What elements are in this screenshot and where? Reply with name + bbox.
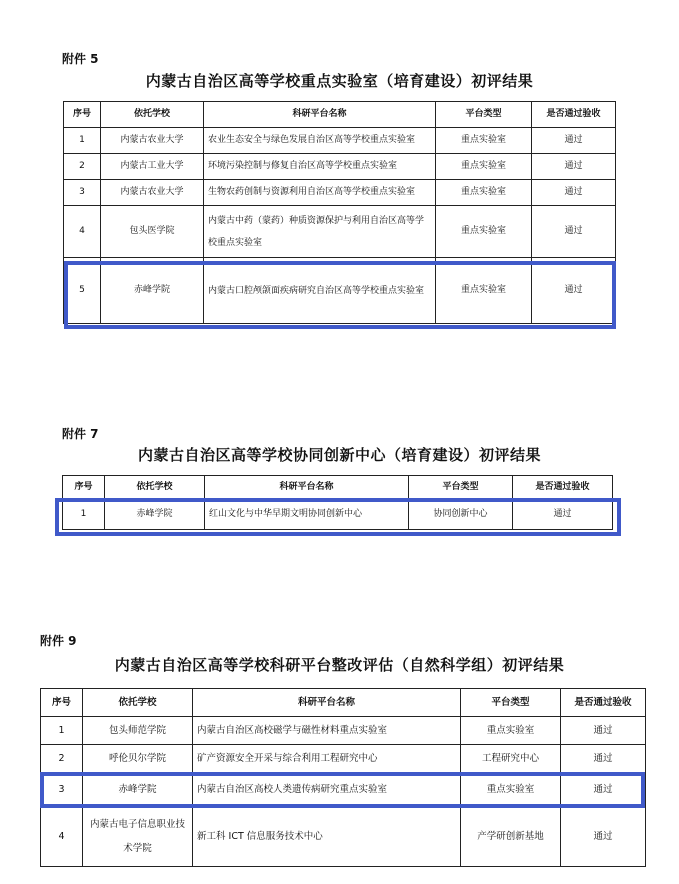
- header-index: 序号: [64, 102, 101, 128]
- section-title: 内蒙古自治区高等学校重点实验室（培育建设）初评结果: [145, 72, 534, 90]
- results-table: [62, 475, 613, 530]
- cell-platform-name: 内蒙古中药（蒙药）种质资源保护与利用自治区高等学校重点实验室: [204, 206, 436, 258]
- cell-school: 赤峰学院: [83, 773, 193, 807]
- cell-index: 3: [41, 773, 83, 807]
- cell-passed: 通过: [561, 745, 646, 773]
- cell-index: 1: [41, 717, 83, 745]
- cell-platform-name: 环境污染控制与修复自治区高等学校重点实验室: [204, 154, 436, 180]
- cell-platform-type: 产学研创新基地: [461, 807, 561, 867]
- header-passed: 是否通过验收: [532, 102, 616, 128]
- cell-passed: 通过: [561, 717, 646, 745]
- cell-index: 1: [64, 128, 101, 154]
- cell-platform-name: 生物农药创制与资源利用自治区高等学校重点实验室: [204, 180, 436, 206]
- table-row: [41, 807, 646, 867]
- cell-index: 4: [64, 206, 101, 258]
- table-row: [64, 128, 616, 154]
- cell-school: 呼伦贝尔学院: [83, 745, 193, 773]
- header-passed: 是否通过验收: [561, 689, 646, 717]
- table-row: [64, 154, 616, 180]
- header-index: 序号: [41, 689, 83, 717]
- cell-passed: 通过: [561, 807, 646, 867]
- cell-school: 内蒙古工业大学: [101, 154, 204, 180]
- attachment-label: 附件 5: [62, 52, 99, 66]
- section-title: 内蒙古自治区高等学校协同创新中心（培育建设）初评结果: [137, 446, 541, 464]
- cell-platform-type: 重点实验室: [436, 180, 532, 206]
- cell-platform-type: 重点实验室: [436, 258, 532, 324]
- cell-platform-name: 新工科 ICT 信息服务技术中心: [193, 807, 461, 867]
- header-platform-name: 科研平台名称: [204, 102, 436, 128]
- header-passed: 是否通过验收: [513, 476, 613, 500]
- cell-index: 5: [64, 258, 101, 324]
- cell-school: 内蒙古电子信息职业技术学院: [83, 807, 193, 867]
- cell-passed: 通过: [561, 773, 646, 807]
- cell-index: 1: [63, 500, 105, 530]
- cell-index: 2: [64, 154, 101, 180]
- table-row: [64, 258, 616, 324]
- header-platform-type: 平台类型: [461, 689, 561, 717]
- cell-school: 包头医学院: [101, 206, 204, 258]
- cell-school: 赤峰学院: [101, 258, 204, 324]
- cell-platform-name: 内蒙古自治区高校磁学与磁性材料重点实验室: [193, 717, 461, 745]
- cell-platform-name: 农业生态安全与绿色发展自治区高等学校重点实验室: [204, 128, 436, 154]
- cell-school: 赤峰学院: [105, 500, 205, 530]
- table-header-row: [64, 102, 616, 128]
- cell-platform-type: 重点实验室: [436, 128, 532, 154]
- cell-platform-name: 红山文化与中华早期文明协同创新中心: [205, 500, 409, 530]
- results-table: [63, 101, 616, 324]
- cell-passed: 通过: [532, 258, 616, 324]
- cell-platform-name: 内蒙古口腔颅颌面疾病研究自治区高等学校重点实验室: [204, 258, 436, 324]
- section-title: 内蒙古自治区高等学校科研平台整改评估（自然科学组）初评结果: [114, 656, 565, 674]
- table-header-row: [63, 476, 613, 500]
- cell-passed: 通过: [532, 154, 616, 180]
- cell-platform-name: 内蒙古自治区高校人类遗传病研究重点实验室: [193, 773, 461, 807]
- table-row: [64, 206, 616, 258]
- cell-school: 包头师范学院: [83, 717, 193, 745]
- cell-platform-type: 协同创新中心: [409, 500, 513, 530]
- attachment-label: 附件 9: [40, 634, 77, 648]
- cell-platform-type: 重点实验室: [436, 206, 532, 258]
- cell-passed: 通过: [532, 206, 616, 258]
- cell-passed: 通过: [532, 128, 616, 154]
- header-school: 依托学校: [101, 102, 204, 128]
- cell-index: 4: [41, 807, 83, 867]
- cell-passed: 通过: [532, 180, 616, 206]
- cell-platform-type: 工程研究中心: [461, 745, 561, 773]
- table-row: [41, 717, 646, 745]
- header-platform-name: 科研平台名称: [193, 689, 461, 717]
- cell-platform-type: 重点实验室: [461, 717, 561, 745]
- header-school: 依托学校: [83, 689, 193, 717]
- cell-platform-name: 矿产资源安全开采与综合利用工程研究中心: [193, 745, 461, 773]
- table-row: [64, 180, 616, 206]
- cell-platform-type: 重点实验室: [436, 154, 532, 180]
- header-platform-type: 平台类型: [436, 102, 532, 128]
- table-header-row: [41, 689, 646, 717]
- header-school: 依托学校: [105, 476, 205, 500]
- results-table: [40, 688, 646, 867]
- table-row: [41, 773, 646, 807]
- cell-index: 3: [64, 180, 101, 206]
- cell-passed: 通过: [513, 500, 613, 530]
- cell-school: 内蒙古农业大学: [101, 180, 204, 206]
- table-row: [63, 500, 613, 530]
- cell-index: 2: [41, 745, 83, 773]
- cell-platform-type: 重点实验室: [461, 773, 561, 807]
- header-platform-type: 平台类型: [409, 476, 513, 500]
- attachment-label: 附件 7: [62, 427, 99, 441]
- table-row: [41, 745, 646, 773]
- header-index: 序号: [63, 476, 105, 500]
- header-platform-name: 科研平台名称: [205, 476, 409, 500]
- cell-school: 内蒙古农业大学: [101, 128, 204, 154]
